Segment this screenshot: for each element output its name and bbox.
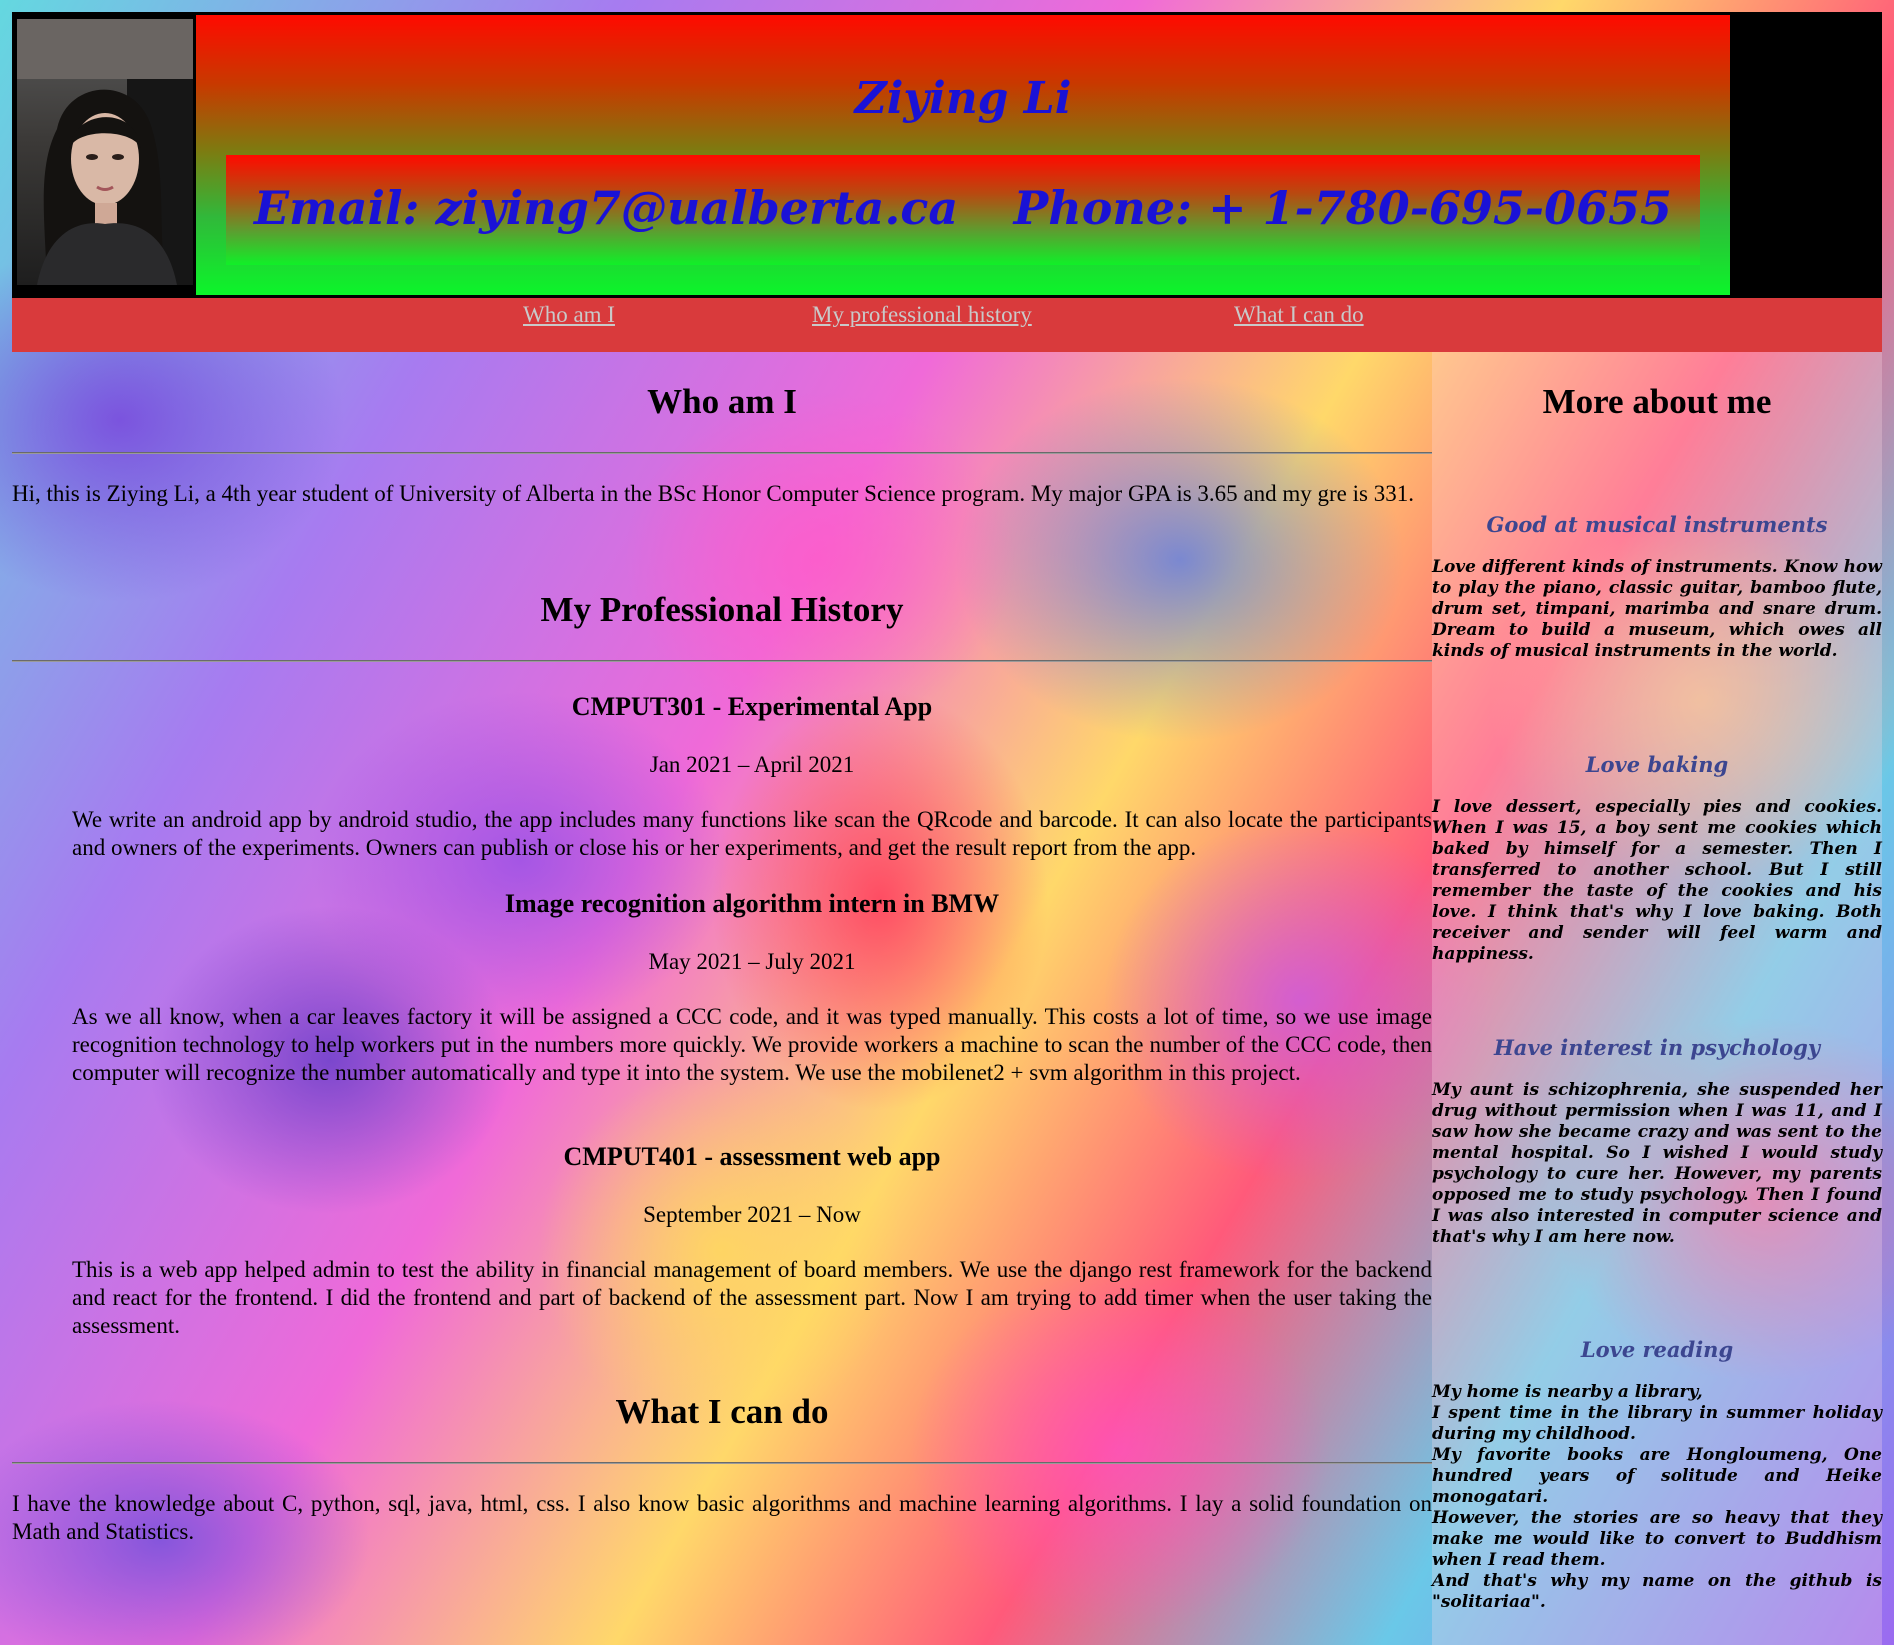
- what-i-can-do-text: I have the knowledge about C, python, sql, java, html, css. I also know basic algorithms and machine learning algorithms. I lay a solid foundation on Math and Statistics.: [12, 1491, 1432, 1544]
- job-title: CMPUT401 - assessment web app: [563, 1142, 941, 1171]
- reading-line: My home is nearby a library,: [1432, 1382, 1703, 1402]
- section-title-professional-history: My Professional History: [540, 590, 904, 629]
- top-navigation: [12, 298, 1882, 352]
- reading-line: And that's why my name on the github is "solitariaa".: [1432, 1571, 1882, 1612]
- topic-text: [1432, 1382, 1882, 1613]
- nav-link-who-am-i[interactable]: Who am I: [523, 302, 615, 327]
- sidebar-topic: [1432, 1337, 1882, 1613]
- job-date: May 2021 – July 2021: [648, 949, 856, 974]
- page-header: [12, 12, 1882, 298]
- topic-text: My aunt is schizophrenia, she suspended her drug without permission when I was 11, and I saw how she became crazy and was sent to the mental hospital. So I wished I would study psychology to cure her. However, my parents opposed me to study psychology. Then I found I was also interested in computer science and that's why I am here now.: [1432, 1080, 1882, 1247]
- sidebar-title: More about me: [1542, 382, 1772, 421]
- job-date: September 2021 – Now: [643, 1202, 861, 1227]
- profile-photo: [17, 19, 193, 285]
- title-banner: [196, 15, 1730, 295]
- job-description: This is a web app helped admin to test the ability in financial management of board members. We use the django rest framework for the backend and react for the frontend. I did the frontend and part of backend of the assessment part. Now I am trying to add timer when the user taking the assessment.: [72, 1257, 1432, 1338]
- topic-heading: Love baking: [1585, 752, 1729, 777]
- sidebar-topic: [1432, 1035, 1882, 1248]
- section-divider: [12, 452, 1432, 454]
- section-title-who-am-i: Who am I: [647, 382, 797, 421]
- nav-link-what-i-can-do[interactable]: What I can do: [1234, 302, 1364, 327]
- topic-text: I love dessert, especially pies and cookies. When I was 15, a boy sent me cookies which baked by himself for a semester. Then I transferred to another school. But I still remember the taste of the cookies and his love. I think that's why I love baking. Both receiver and sender will feel warm and happiness.: [1432, 797, 1882, 964]
- job-description: We write an android app by android studio, the app includes many functions like scan the QRcode and barcode. It can also locate the participants and owners of the experiments. Owners can publish or close his or her experiments, and get the result report from the app.: [72, 807, 1432, 860]
- topic-heading: Love reading: [1580, 1337, 1734, 1362]
- sidebar-topic: [1432, 512, 1882, 662]
- sidebar-topic: [1432, 752, 1882, 965]
- section-divider: [12, 660, 1432, 662]
- topic-text: Love different kinds of instruments. Know how to play the piano, classic guitar, bamboo flute, drum set, timpani, marimba and snare drum. Dream to build a museum, which owes all kinds of musical instruments in the world.: [1432, 557, 1882, 661]
- job-description: As we all know, when a car leaves factory it will be assigned a CCC code, and it was typed manually. This costs a lot of time, so we use image recognition technology to help workers put in the numbers more quickly. We provide workers a machine to scan the number of the CCC code, then computer will recognize the number automatically and type it into the system. We use the mobilenet2 + svm algorithm in this project.: [72, 1004, 1432, 1085]
- phone-text: Phone: + 1-780-695-0655: [1013, 181, 1672, 235]
- site-owner-name: Ziying Li: [854, 73, 1072, 124]
- more-about-me-sidebar: [1432, 352, 1882, 1645]
- reading-line: I spent time in the library in summer holiday during my childhood.: [1432, 1403, 1882, 1444]
- section-title-what-i-can-do: What I can do: [615, 1392, 829, 1431]
- who-am-i-text: Hi, this is Ziying Li, a 4th year student of University of Alberta in the BSc Honor Computer Science program. My major GPA is 3.65 and my gre is 331.: [12, 481, 1414, 506]
- job-date: Jan 2021 – April 2021: [649, 752, 855, 777]
- job-title: CMPUT301 - Experimental App: [571, 692, 933, 721]
- contact-bar: [226, 155, 1700, 265]
- section-divider: [12, 1462, 1432, 1464]
- nav-link-professional-history[interactable]: My professional history: [812, 302, 1032, 327]
- portrait-illustration: [17, 19, 193, 285]
- reading-line: However, the stories are so heavy that they make me would like to convert to Buddhism when I read them.: [1432, 1508, 1882, 1570]
- job-title: Image recognition algorithm intern in BMW: [504, 889, 1000, 918]
- topic-heading: Have interest in psychology: [1493, 1035, 1821, 1060]
- topic-heading: Good at musical instruments: [1486, 512, 1828, 537]
- reading-line: My favorite books are Hongloumeng, One hundred years of solitude and Heike monogatari.: [1432, 1445, 1882, 1507]
- email-text: Email: ziying7@ualberta.ca: [254, 181, 959, 235]
